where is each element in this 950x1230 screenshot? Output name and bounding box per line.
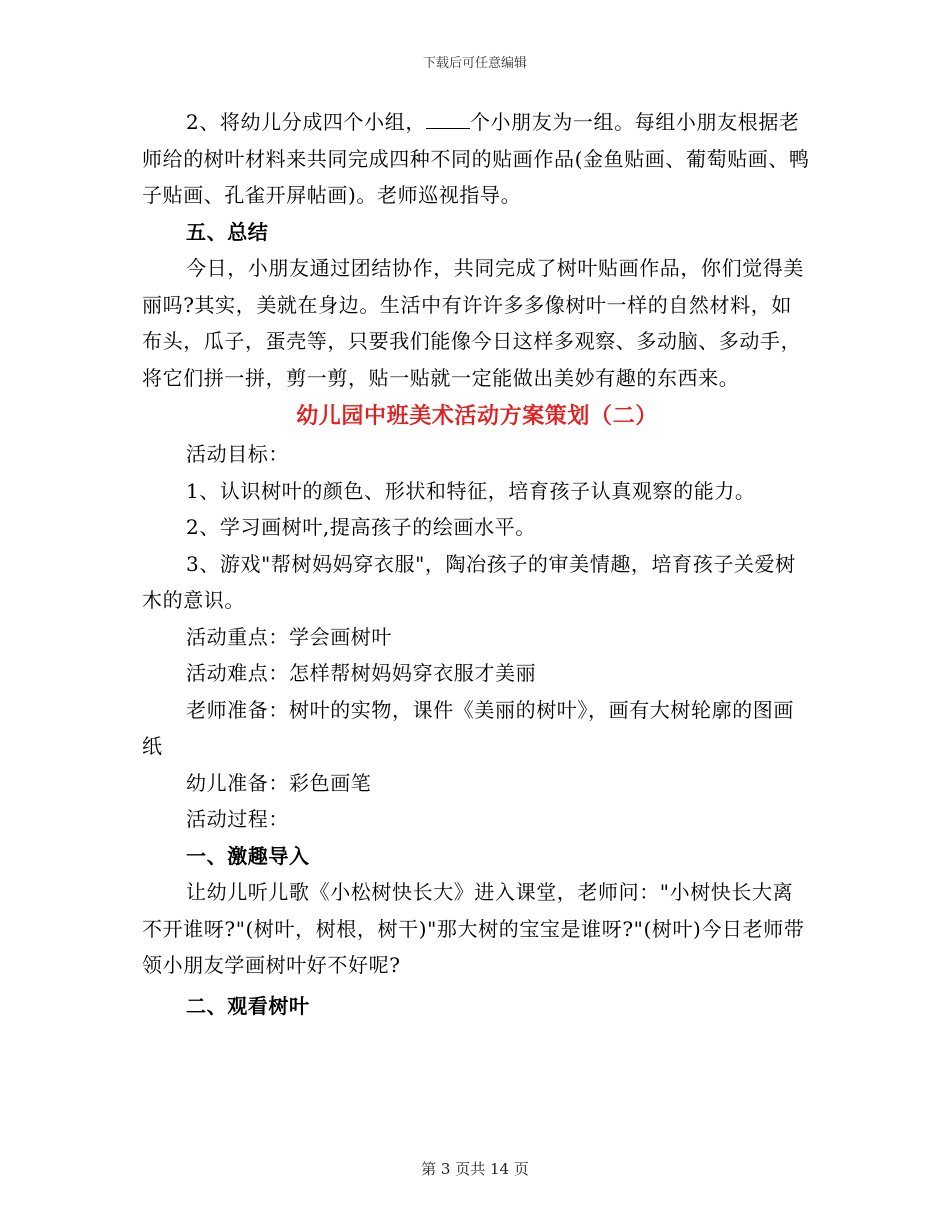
paragraph-grouping-prefix: 2、将幼儿分成四个小组， [186,110,426,134]
header-note: 下载后可任意编辑 [422,56,527,71]
process-label: 活动过程： [186,807,289,831]
fill-in-blank [426,110,470,129]
goal-item-2: 2、学习画树叶,提高孩子的绘画水平。 [186,515,536,539]
paragraph-intro: 让幼儿听儿歌《小松树快长大》进入课堂，老师问："小树快长大离不开谁呀?"(树叶，树根，树干)"那大树的宝宝是谁呀?"(树叶)今日老师带领小朋友学画树叶好不好呢? [142,880,805,977]
key-point: 活动重点：学会画树叶 [186,624,392,649]
goal-item-1: 1、认识树叶的颜色、形状和特征，培育孩子认真观察的能力。 [186,478,756,503]
goal-label: 活动目标： [186,442,289,466]
section-title: 幼儿园中班美术活动方案策划（二） [296,403,658,429]
heading-observe: 二、观看树叶 [186,993,310,1018]
page-footer: 第 3 页共 14 页 [421,1160,529,1178]
goal-item-3: 3、游戏"帮树妈妈穿衣服"，陶冶孩子的审美情趣，培育孩子关爱树木的意识。 [142,551,796,612]
heading-intro: 一、激趣导入 [186,843,310,868]
paragraph-summary: 今日，小朋友通过团结协作，共同完成了树叶贴画作品，你们觉得美丽吗?其实，美就在身边。生活中有许许多多像树叶一样的自然材料，如布头，瓜子，蛋壳等，只要我们能像今日这样多观察、多动脑、多动手，将它们拼一拼，剪一剪，贴一贴就一定能做出美妙有趣的东西来。 [142,256,804,390]
document-body [142,104,812,1024]
paragraph-grouping [142,104,812,214]
difficulty: 活动难点：怎样帮树妈妈穿衣服才美丽 [186,661,537,685]
teacher-prep: 老师准备：树叶的实物，课件《美丽的树叶》，画有大树轮廓的图画纸 [142,697,794,758]
child-prep: 幼儿准备：彩色画笔 [186,770,372,795]
paragraph-grouping-suffix: 个小朋友为一组。每组小朋友根据老师给的树叶材料来共同完成四种不同的贴画作品(金鱼贴画、葡萄贴画、鸭子贴画、孔雀开屏帖画)。老师巡视指导。 [142,110,810,207]
heading-summary: 五、总结 [186,219,269,244]
